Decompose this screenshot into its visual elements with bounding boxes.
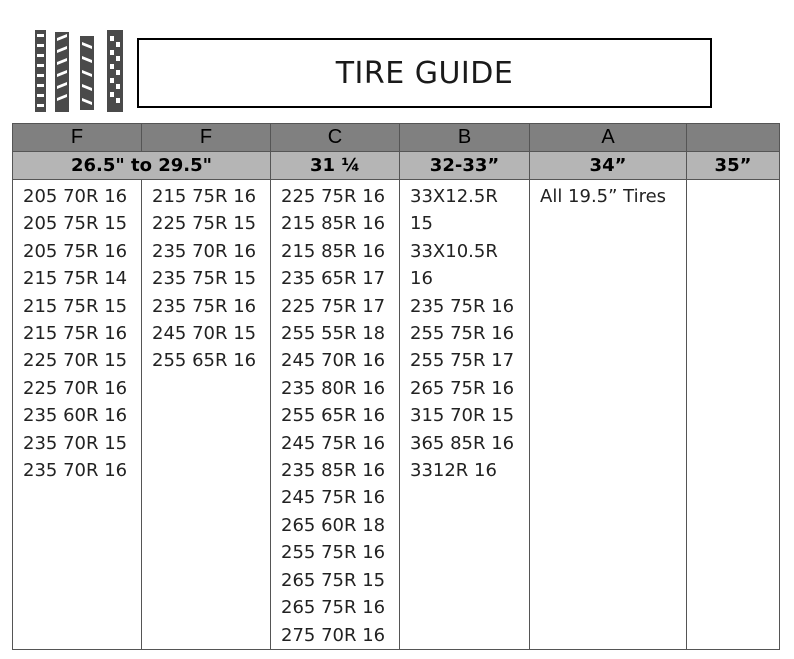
tire-size-item: 245 70R 15 xyxy=(152,323,257,345)
grade-header-c: C xyxy=(271,124,400,152)
tire-size-item: 225 70R 15 xyxy=(23,350,128,372)
size-range-row xyxy=(13,152,780,180)
grade-header-a: A xyxy=(530,124,687,152)
tire-size-item: 235 70R 15 xyxy=(23,432,128,454)
tire-size-item: 255 75R 16 xyxy=(281,542,386,564)
tire-tracks-icon xyxy=(33,28,129,114)
tire-list-b xyxy=(410,183,529,484)
tire-size-item: 205 75R 15 xyxy=(23,213,128,235)
grade-header-f2: F xyxy=(142,124,271,152)
grade-header-last xyxy=(687,124,780,152)
tire-size-item: 235 75R 16 xyxy=(152,295,257,317)
tire-size-item: 16 xyxy=(410,268,433,290)
tire-size-item: 225 70R 16 xyxy=(23,377,128,399)
column-a xyxy=(530,180,687,650)
tire-size-item: 3312R 16 xyxy=(410,460,497,482)
tire-list-a xyxy=(540,183,686,210)
tire-size-item: 255 65R 16 xyxy=(281,405,386,427)
tire-size-item: 215 75R 16 xyxy=(152,186,257,207)
tire-sizes-row xyxy=(13,180,780,650)
tire-size-item: 235 70R 16 xyxy=(152,240,257,262)
column-f1 xyxy=(13,180,142,650)
tire-size-item: 15 xyxy=(410,213,433,235)
column-c xyxy=(271,180,400,650)
tire-size-item: All 19.5” Tires xyxy=(540,186,667,207)
size-range-last: 35” xyxy=(687,152,780,180)
tire-list-f1 xyxy=(23,183,141,484)
tire-size-item: 235 80R 16 xyxy=(281,377,386,399)
tire-size-item: 225 75R 15 xyxy=(152,213,257,235)
tire-size-item: 215 75R 15 xyxy=(23,295,128,317)
tire-size-item: 245 70R 16 xyxy=(281,350,386,372)
tire-size-item: 215 85R 16 xyxy=(281,213,386,235)
tire-size-item: 235 65R 17 xyxy=(281,268,386,290)
tire-size-item: 33X10.5R xyxy=(410,240,498,262)
tire-size-item: 33X12.5R xyxy=(410,186,498,207)
tire-list-f2 xyxy=(152,183,270,375)
tire-size-item: 265 75R 16 xyxy=(410,377,515,399)
tire-size-item: 215 75R 14 xyxy=(23,268,128,290)
tire-size-item: 255 75R 17 xyxy=(410,350,515,372)
tire-size-item: 245 75R 16 xyxy=(281,432,386,454)
tire-size-item: 235 70R 16 xyxy=(23,460,128,482)
tire-size-item: 275 70R 16 xyxy=(281,624,386,646)
tire-size-item: 205 75R 16 xyxy=(23,240,128,262)
size-range-a: 34” xyxy=(530,152,687,180)
size-range-b: 32-33” xyxy=(400,152,530,180)
tire-size-item: 245 75R 16 xyxy=(281,487,386,509)
tire-size-item: 215 75R 16 xyxy=(23,323,128,345)
tire-size-item: 255 55R 18 xyxy=(281,323,386,345)
tire-size-item: 365 85R 16 xyxy=(410,432,515,454)
tire-size-item: 235 75R 15 xyxy=(152,268,257,290)
title-box xyxy=(137,38,712,108)
grade-header-b: B xyxy=(400,124,530,152)
tire-size-item: 255 75R 16 xyxy=(410,323,515,345)
tire-size-item: 265 75R 15 xyxy=(281,569,386,591)
tire-size-item: 235 75R 16 xyxy=(410,295,515,317)
column-b xyxy=(400,180,530,650)
tire-size-item: 235 60R 16 xyxy=(23,405,128,427)
tire-list-c xyxy=(281,183,399,649)
column-f2 xyxy=(142,180,271,650)
tire-size-item: 265 60R 18 xyxy=(281,514,386,536)
size-range-c: 31 ¼ xyxy=(271,152,400,180)
grade-header-f1: F xyxy=(13,124,142,152)
tire-size-item: 255 65R 16 xyxy=(152,350,257,372)
grade-header-row xyxy=(13,124,780,152)
tire-size-item: 315 70R 15 xyxy=(410,405,515,427)
tire-size-item: 235 85R 16 xyxy=(281,460,386,482)
page-title: TIRE GUIDE xyxy=(335,55,514,91)
tire-size-item: 225 75R 16 xyxy=(281,186,386,207)
tire-size-item: 205 70R 16 xyxy=(23,186,128,207)
tire-size-item: 215 85R 16 xyxy=(281,240,386,262)
size-range-f: 26.5" to 29.5" xyxy=(13,152,271,180)
tire-size-item: 225 75R 17 xyxy=(281,295,386,317)
column-last xyxy=(687,180,780,650)
tire-guide-table xyxy=(12,123,780,650)
tire-size-item: 265 75R 16 xyxy=(281,597,386,619)
